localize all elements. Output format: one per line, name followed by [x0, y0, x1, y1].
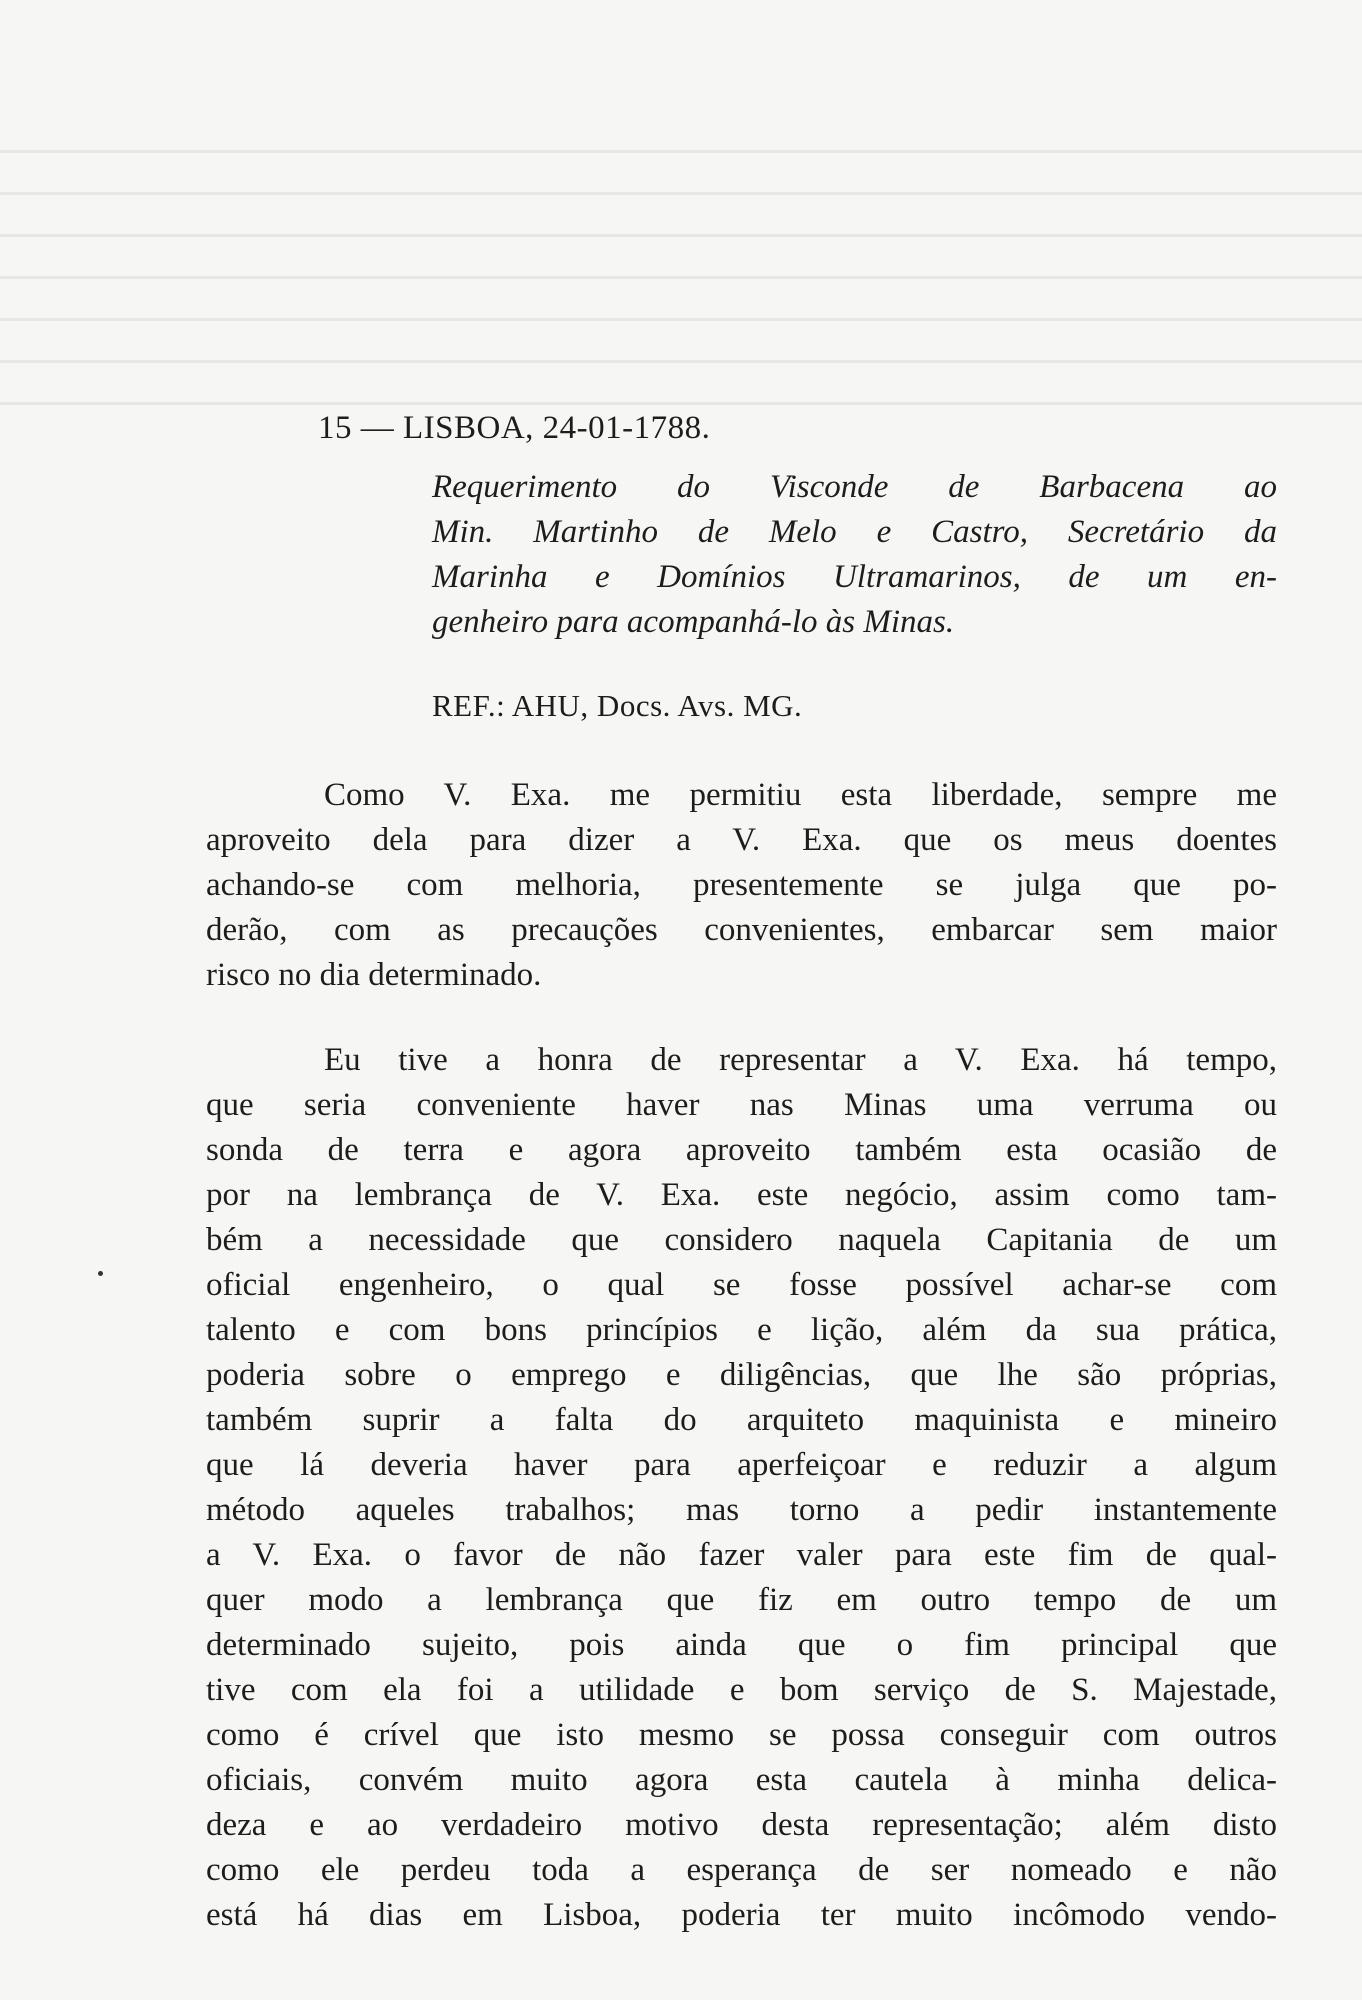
text-line: deza e ao verdadeiro motivo desta representação; além disto [206, 1807, 1277, 1843]
text-line: Eu tive a honra de representar a V. Exa. há tempo, [324, 1042, 1277, 1078]
text-line: que lá deveria haver para aperfeiçoar e reduzir a algum [206, 1447, 1277, 1483]
text-line: como ele perdeu toda a esperança de ser nomeado e não [206, 1852, 1277, 1888]
text-line: quer modo a lembrança que fiz em outro tempo de um [206, 1582, 1277, 1618]
text-line: risco no dia determinado. [206, 957, 542, 993]
text-line: a V. Exa. o favor de não fazer valer para este fim de qual- [206, 1537, 1277, 1573]
entry-summary [432, 465, 1277, 645]
text-line: aproveito dela para dizer a V. Exa. que os meus doentes [206, 822, 1277, 858]
letter-body [206, 773, 1277, 1938]
entry-heading: 15 — LISBOA, 24-01-1788. [318, 410, 711, 446]
text-line: oficial engenheiro, o qual se fosse possível achar-se com [206, 1267, 1277, 1303]
margin-speck [98, 1271, 103, 1276]
text-line: método aqueles trabalhos; mas torno a pedir instantemente [206, 1492, 1277, 1528]
text-line: está há dias em Lisboa, poderia ter muito incômodo vendo- [206, 1897, 1277, 1933]
text-line: talento e com bons princípios e lição, além da sua prática, [206, 1312, 1277, 1348]
text-line: por na lembrança de V. Exa. este negócio, assim como tam- [206, 1177, 1277, 1213]
text-line: oficiais, convém muito agora esta cautela à minha delica- [206, 1762, 1277, 1798]
text-line: determinado sujeito, pois ainda que o fim principal que [206, 1627, 1277, 1663]
text-line: como é crível que isto mesmo se possa conseguir com outros [206, 1717, 1277, 1753]
paragraph-2 [206, 1038, 1277, 1938]
summary-line: Min. Martinho de Melo e Castro, Secretário da [432, 514, 1277, 550]
text-line: derão, com as precauções convenientes, embarcar sem maior [206, 912, 1277, 948]
entry-reference: REF.: AHU, Docs. Avs. MG. [432, 688, 803, 723]
bleed-through-text [0, 120, 1362, 440]
summary-line: Requerimento do Visconde de Barbacena ao [432, 469, 1277, 505]
text-line: poderia sobre o emprego e diligências, que lhe são próprias, [206, 1357, 1277, 1393]
text-line: bém a necessidade que considero naquela Capitania de um [206, 1222, 1277, 1258]
text-line: também suprir a falta do arquiteto maquinista e mineiro [206, 1402, 1277, 1438]
summary-line: genheiro para acompanhá-lo às Minas. [432, 604, 955, 640]
summary-line: Marinha e Domínios Ultramarinos, de um en- [432, 559, 1277, 595]
paragraph-1 [206, 773, 1277, 998]
text-line: tive com ela foi a utilidade e bom serviço de S. Majestade, [206, 1672, 1277, 1708]
text-line: que seria conveniente haver nas Minas uma verruma ou [206, 1087, 1277, 1123]
text-line: achando-se com melhoria, presentemente se julga que po- [206, 867, 1277, 903]
text-line: Como V. Exa. me permitiu esta liberdade, sempre me [324, 777, 1277, 813]
paragraph-gap [206, 998, 1277, 1038]
text-line: sonda de terra e agora aproveito também esta ocasião de [206, 1132, 1277, 1168]
